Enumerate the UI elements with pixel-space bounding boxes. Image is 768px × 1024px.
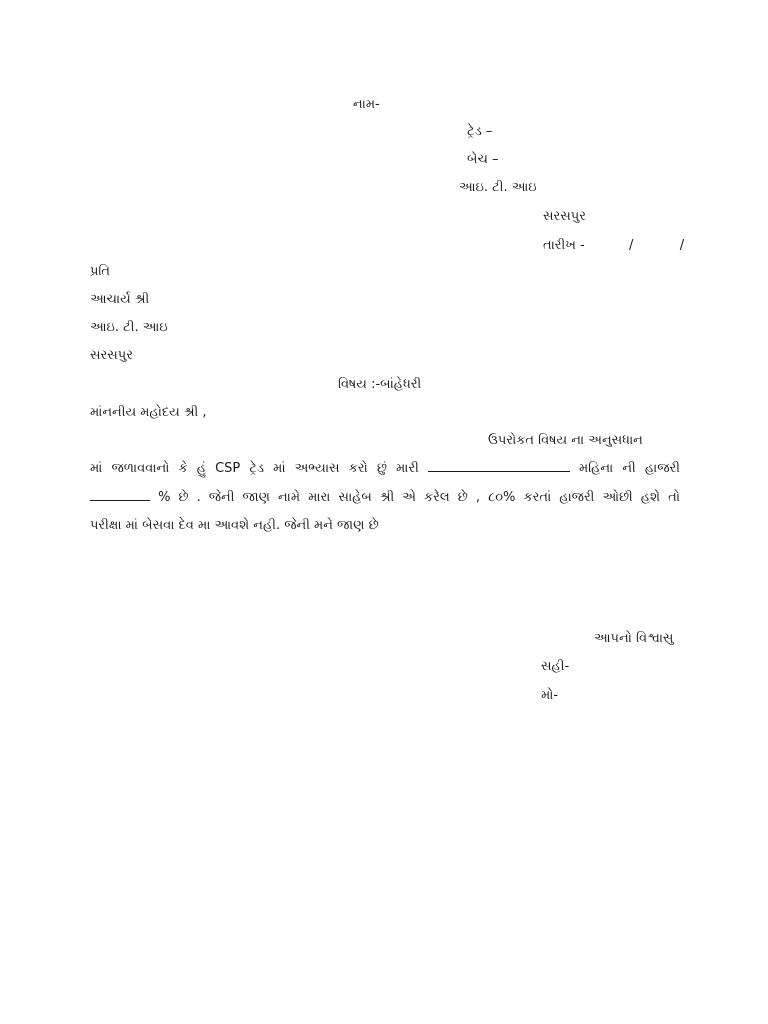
date-line: [543, 239, 684, 252]
mobile-label: મો-: [541, 688, 559, 703]
trade-label: ટ્રેડ –: [467, 124, 493, 139]
body-row-1: માં જળાવવાનો કે હું CSP ટ્રેડ માં અભ્યાસ કરો છું મારી મહિના ની હાજરી: [90, 461, 680, 476]
recipient-institute: આઇ. ટી. આઇ: [90, 320, 168, 335]
subject-line: વિષય :-બાંહેધરી: [338, 377, 422, 392]
closing-yours: આપનો વિશ્વાસુ: [594, 631, 674, 646]
recipient-place: સરસપુર: [90, 348, 133, 363]
percent-blank: [90, 490, 150, 501]
date-label: તારીખ -: [543, 238, 585, 253]
month-blank: [428, 461, 570, 472]
recipient-to: પ્રતિ: [90, 264, 110, 279]
recipient-designation: આચાર્ય શ્રી: [90, 292, 150, 307]
header-institute: આઇ. ટી. આઇ: [459, 180, 537, 195]
header-place: સરસપુર: [543, 209, 586, 224]
signature-label: સહી-: [541, 659, 570, 674]
date-separator: /: [629, 238, 634, 253]
body-row-3: પરીક્ષા માં બેસવા દેવ મા આવશે નહી. જેની મને જાણ છે: [90, 518, 379, 533]
salutation: માંનનીય મહોદય શ્રી ,: [90, 405, 207, 420]
body-intro: ઉપરોકત વિષય ના અનુસધાન: [488, 433, 643, 448]
batch-label: બેચ –: [467, 152, 499, 167]
body-paragraph: [90, 455, 680, 541]
body-row-2: % છે . જેની જાણ નામે મારા સાહેબ શ્રી એ કરેલ છે , ૮૦% કરતાં હાજરી ઓછી હશે તો: [90, 484, 680, 513]
date-separator: /: [679, 238, 685, 253]
name-label: નામ-: [353, 97, 380, 112]
